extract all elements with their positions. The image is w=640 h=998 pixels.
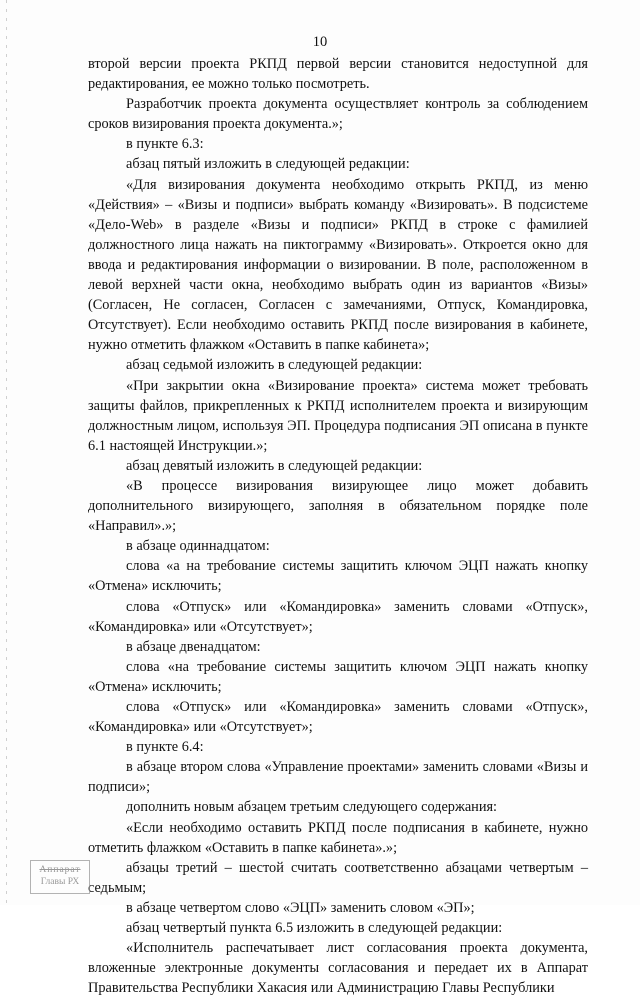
paragraph: слова «а на требование системы защитить ключом ЭЦП нажать кнопку «Отмена» исключить;: [88, 558, 588, 595]
scan-edge: [6, 0, 7, 905]
document-body: [88, 54, 588, 998]
paragraph: «Если необходимо оставить РКПД после подписания в кабинете, нужно отметить флажком «Оставить в папке кабинета».»;: [88, 819, 588, 856]
paragraph: в пункте 6.4:: [126, 739, 204, 756]
paragraph: абзац пятый изложить в следующей редакции:: [126, 156, 410, 173]
paragraph: в пункте 6.3:: [126, 136, 204, 153]
stamp: [30, 860, 90, 894]
paragraph: слова «Отпуск» или «Командировка» заменить словами «Отпуск», «Командировка» или «Отсутствует»;: [88, 699, 588, 736]
paragraph: второй версии проекта РКПД первой версии становится недоступной для редактирования, ее можно только посмотреть.: [88, 56, 588, 93]
paragraph: «При закрытии окна «Визирование проекта» система может требовать защиты файлов, прикрепленных к РКПД исполнителем проекта и визирующим должностным лицом, используя ЭП. Процедура подписания ЭП описана в пункте 6.1 настоящей Инструкции.»;: [88, 377, 588, 454]
stamp-line-2: Главы РХ: [40, 877, 80, 887]
paragraph: в абзаце двенадцатом:: [126, 638, 261, 655]
paragraph: абзац четвертый пункта 6.5 изложить в следующей редакции:: [126, 920, 503, 937]
paragraph: абзацы третий – шестой считать соответственно абзацами четвертым – седьмым;: [88, 859, 588, 896]
paragraph: «В процессе визирования визирующее лицо может добавить дополнительного визирующего, заполняя в обязательном порядке поле «Направил».»;: [88, 477, 588, 535]
paragraph: Разработчик проекта документа осуществляет контроль за соблюдением сроков визирования проекта документа.»;: [88, 96, 588, 133]
paragraph: «Для визирования документа необходимо открыть РКПД, из меню «Действия» – «Визы и подписи» выбрать команду «Визировать». В подсистеме «Дело-Web» в разделе «Визы и подписи» РКПД в строке с фамилией должностного лица нажать на пиктограмму «Визировать». Откроется окно для ввода и редактирования информации о визировании. В поле, расположенном в левой верхней части окна, необходимо выбрать один из вариантов «Визы» (Согласен, Не согласен, Согласен с замечаниями, Отпуск, Командировка, Отсутствует). Если необходимо оставить РКПД после визирования в кабинете, нужно отметить флажком «Оставить в папке кабинета»;: [88, 176, 588, 354]
page-number: 10: [312, 34, 328, 50]
paragraph: слова «Отпуск» или «Командировка» заменить словами «Отпуск», «Командировка» или «Отсутствует»;: [88, 598, 588, 635]
paragraph: в абзаце втором слова «Управление проектами» заменить словами «Визы и подписи»;: [88, 759, 588, 796]
paragraph: в абзаце четвертом слово «ЭЦП» заменить словом «ЭП»;: [126, 899, 475, 916]
paragraph: абзац седьмой изложить в следующей редакции:: [126, 357, 423, 374]
paragraph: в абзаце одиннадцатом:: [126, 538, 270, 555]
paragraph: абзац девятый изложить в следующей редакции:: [126, 457, 423, 474]
stamp-line-1: Аппарат: [39, 865, 81, 875]
paragraph: слова «на требование системы защитить ключом ЭЦП нажать кнопку «Отмена» исключить;: [88, 658, 588, 695]
paragraph: «Исполнитель распечатывает лист согласования проекта документа, вложенные электронные документы согласования и передает их в Аппарат Правительства Республики Хакасия или Администрацию Главы Республики: [88, 940, 588, 997]
paragraph: дополнить новым абзацем третьим следующего содержания:: [126, 799, 498, 816]
